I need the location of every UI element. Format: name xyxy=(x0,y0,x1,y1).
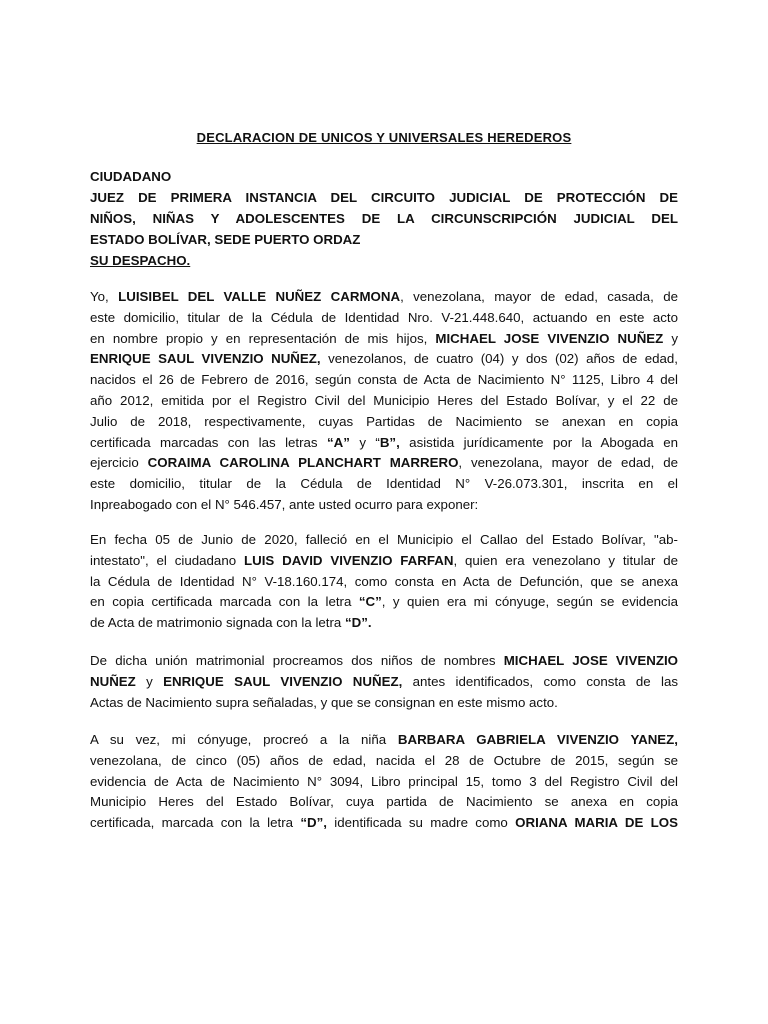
person-name: LUISIBEL DEL VALLE NUÑEZ CARMONA xyxy=(118,289,401,304)
letter-mark: B”, xyxy=(379,434,400,450)
person-name: NUÑEZ xyxy=(90,673,136,689)
text: En fecha 05 de Junio de 2020, falleció en el Municipio el Callao del Estado Bolívar, "ab- xyxy=(90,532,678,547)
addressee-line: ESTADO BOLÍVAR, SEDE PUERTO ORDAZ xyxy=(90,232,361,247)
addressee-line: JUEZ DE PRIMERA INSTANCIA DEL CIRCUITO JUDICIAL DE PROTECCIÓN DE xyxy=(90,190,678,205)
text: este domicilio, titular de la Cédula de Identidad Nro. V-21.448.640, actuando en este acto xyxy=(90,309,678,325)
document-title: DECLARACION DE UNICOS Y UNIVERSALES HEREDEROS xyxy=(196,130,572,145)
text: de Acta de matrimonio signada con la letra xyxy=(90,615,346,631)
text: certificada marcadas con las letras xyxy=(90,434,327,450)
text: antes identificados, como consta de las xyxy=(402,673,678,689)
text: A su vez, mi cónyuge, procreó a la niña xyxy=(90,732,398,747)
text: , quien era venezolano y titular de xyxy=(453,552,678,568)
person-name: MICHAEL JOSE VIVENZIO xyxy=(503,653,678,668)
text: asistida jurídicamente por la Abogada en xyxy=(399,434,678,450)
text: y xyxy=(663,330,679,346)
text: evidencia de Acta de Nacimiento N° 3094, Libro principal 15, tomo 3 del Registro Civil del xyxy=(90,773,678,789)
paragraph-1 xyxy=(90,287,678,516)
person-name: ORIANA MARIA DE LOS xyxy=(515,815,678,831)
text: Julio de 2018, respectivamente, cuyas Partidas de Nacimiento se anexan en copia xyxy=(90,413,678,429)
text: intestato", el ciudadano xyxy=(90,552,244,568)
text: identificada su madre como xyxy=(326,815,516,831)
letter-mark: “D”, xyxy=(300,815,327,831)
text: venezolanos, de cuatro (04) y dos (02) años de edad, xyxy=(320,351,679,367)
text: De dicha unión matrimonial procreamos dos niños de nombres xyxy=(90,653,504,668)
addressee-line: CIUDADANO xyxy=(90,169,172,184)
person-name: ENRIQUE SAUL VIVENZIO NUÑEZ, xyxy=(90,351,321,367)
addressee-line: SU DESPACHO. xyxy=(90,253,191,268)
letter-mark: “C” xyxy=(358,594,382,610)
text: venezolana, de cinco (05) años de edad, nacida el 28 de Octubre de 2015, según se xyxy=(90,752,678,768)
letter-mark: “D”. xyxy=(345,615,372,631)
person-name: LUIS DAVID VIVENZIO FARFAN xyxy=(243,552,454,568)
person-name: CORAIMA CAROLINA PLANCHART MARRERO xyxy=(147,455,459,471)
paragraph-3 xyxy=(90,651,678,713)
text: , venezolana, mayor de edad, de xyxy=(458,455,678,471)
letter-mark: “A” xyxy=(327,434,350,450)
text: ejercicio xyxy=(90,455,148,471)
text: nacidos el 26 de Febrero de 2016, según consta de Acta de Nacimiento N° 1125, Libro 4 del xyxy=(90,372,678,388)
paragraph-4 xyxy=(90,730,678,834)
text: la Cédula de Identidad N° V-18.160.174, como consta en Acta de Defunción, que se anexa xyxy=(90,573,678,589)
person-name: MICHAEL JOSE VIVENZIO NUÑEZ xyxy=(435,330,664,346)
text: Actas de Nacimiento supra señaladas, y que se consignan en este mismo acto. xyxy=(90,694,558,710)
person-name: BARBARA GABRIELA VIVENZIO YANEZ, xyxy=(397,732,678,747)
text: , y quien era mi cónyuge, según se evidencia xyxy=(381,594,678,610)
text: , venezolana, mayor de edad, casada, de xyxy=(400,289,679,304)
text: año 2012, emitida por el Registro Civil del Municipio Heres del Estado Bolívar, y el 22 de xyxy=(90,392,678,408)
addressee-block xyxy=(90,166,678,271)
paragraph-2 xyxy=(90,530,678,634)
text: en nombre propio y en representación de mis hijos, xyxy=(90,330,436,346)
text: este domicilio, titular de la Cédula de Identidad N° V-26.073.301, inscrita en el xyxy=(90,476,678,492)
addressee-line: NIÑOS, NIÑAS Y ADOLESCENTES DE LA CIRCUNSCRIPCIÓN JUDICIAL DEL xyxy=(90,211,678,226)
text: y xyxy=(135,673,164,689)
text: Yo, xyxy=(90,289,119,304)
text: Municipio Heres del Estado Bolívar, cuya partida de Nacimiento se anexa en copia xyxy=(90,794,678,810)
person-name: ENRIQUE SAUL VIVENZIO NUÑEZ, xyxy=(163,673,403,689)
text: en copia certificada marcada con la letra xyxy=(90,594,359,610)
text: y “ xyxy=(349,434,380,450)
text: Inpreabogado con el N° 546.457, ante usted ocurro para exponer: xyxy=(90,496,479,512)
text: certificada, marcada con la letra xyxy=(90,815,301,831)
